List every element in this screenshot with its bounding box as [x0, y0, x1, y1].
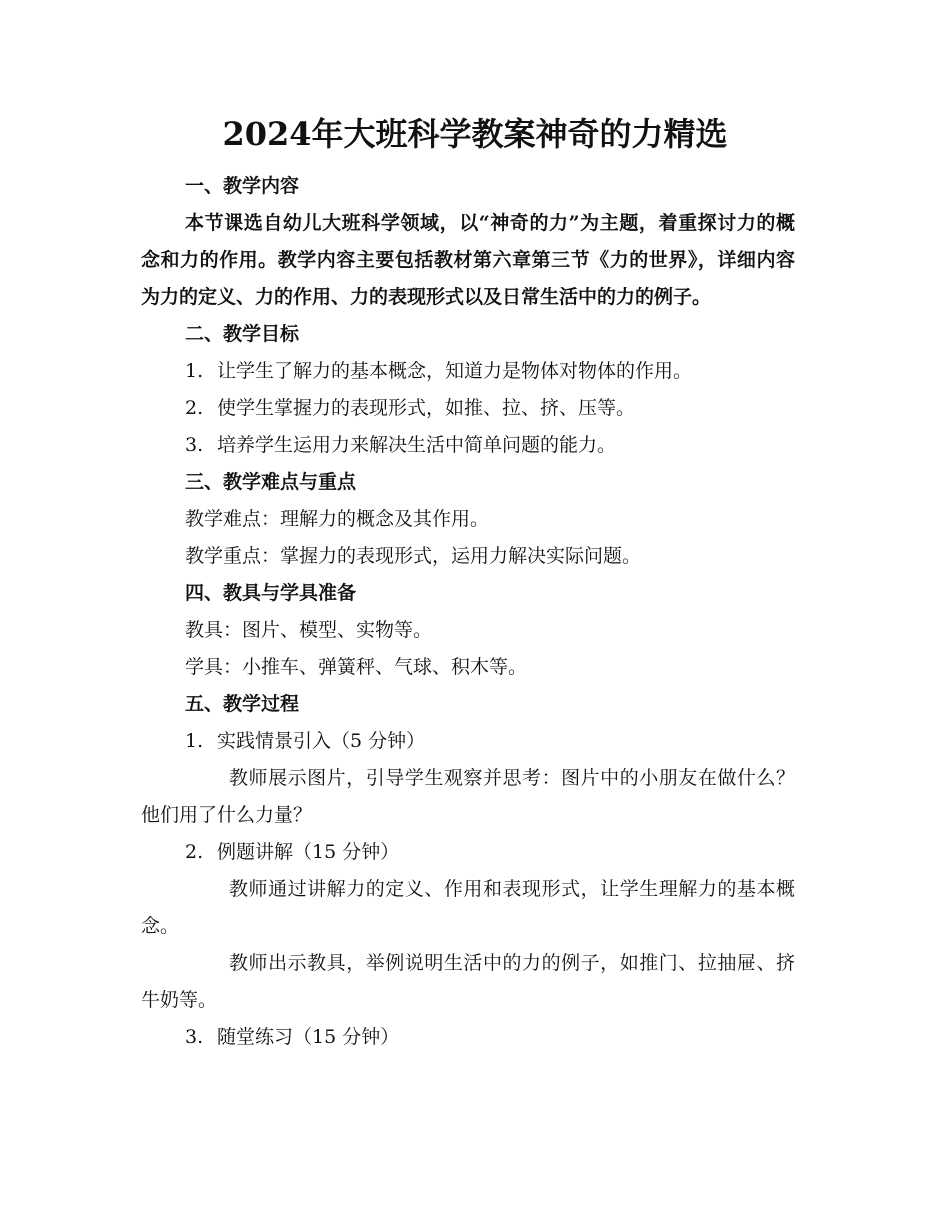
difficulty-text: 教学难点：理解力的概念及其作用。 — [185, 508, 490, 530]
section-heading-process: 五、教学过程 — [185, 693, 300, 715]
objective-item — [141, 427, 795, 464]
process-step — [141, 1019, 795, 1056]
objective-item — [141, 390, 795, 427]
step-paragraph: 教师出示教具，举例说明生活中的力的例子，如推门、拉抽屉、挤牛奶等。 — [141, 952, 795, 1011]
objective-text: 使学生掌握力的表现形式，如推、拉、挤、压等。 — [217, 397, 636, 419]
list-number: 1. — [185, 730, 204, 752]
list-number: 2. — [185, 841, 204, 863]
document-body — [141, 168, 795, 1056]
process-step — [141, 723, 795, 760]
section-heading-content: 一、教学内容 — [185, 175, 300, 197]
step-label: 实践情景引入（5 分钟） — [217, 730, 426, 752]
section-heading-objectives: 二、教学目标 — [185, 323, 300, 345]
student-tools-text: 学具：小推车、弹簧秤、气球、积木等。 — [185, 656, 528, 678]
list-number: 3. — [185, 1026, 204, 1048]
step-label: 例题讲解（15 分钟） — [217, 841, 400, 863]
section-heading-tools: 四、教具与学具准备 — [185, 582, 357, 604]
process-step — [141, 834, 795, 871]
section-content-paragraph: 本节课选自幼儿大班科学领域，以“神奇的力”为主题，着重探讨力的概念和力的作用。教学内容主要包括教材第六章第三节《力的世界》，详细内容为力的定义、力的作用、力的表现形式以及日常生活中的力的例子。 — [141, 212, 795, 308]
step-paragraph: 教师展示图片，引导学生观察并思考：图片中的小朋友在做什么？他们用了什么力量？ — [141, 767, 795, 826]
list-number: 2. — [185, 397, 204, 419]
objective-text: 让学生了解力的基本概念，知道力是物体对物体的作用。 — [217, 360, 693, 382]
list-number: 1. — [185, 360, 204, 382]
key-point-text: 教学重点：掌握力的表现形式，运用力解决实际问题。 — [185, 545, 642, 567]
list-number: 3. — [185, 434, 204, 456]
section-heading-difficulty: 三、教学难点与重点 — [185, 471, 357, 493]
step-paragraph: 教师通过讲解力的定义、作用和表现形式，让学生理解力的基本概念。 — [141, 878, 795, 937]
teacher-tools-text: 教具：图片、模型、实物等。 — [185, 619, 433, 641]
objective-item — [141, 353, 795, 390]
objective-text: 培养学生运用力来解决生活中简单问题的能力。 — [217, 434, 617, 456]
step-label: 随堂练习（15 分钟） — [217, 1026, 400, 1048]
document-title: 2024年大班科学教案神奇的力精选 — [222, 115, 728, 153]
